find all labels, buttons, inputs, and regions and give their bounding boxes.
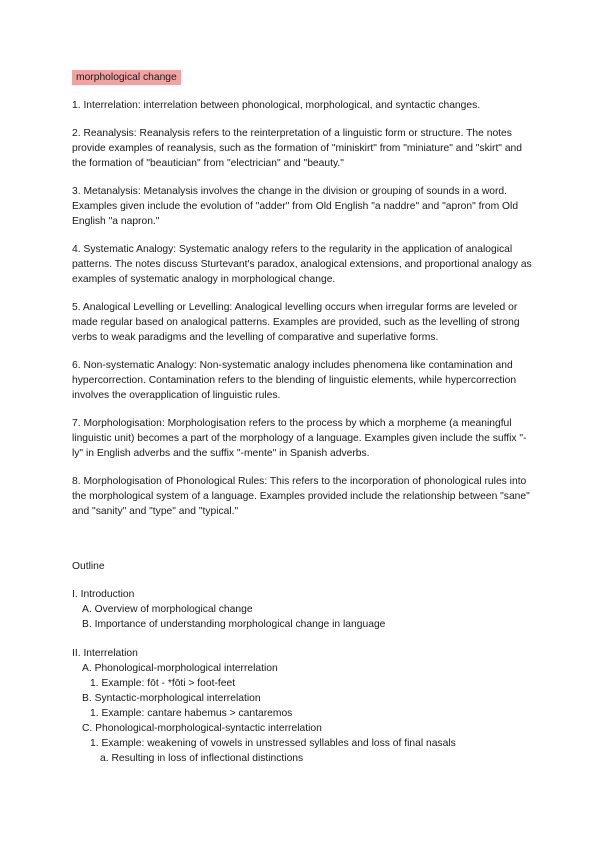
outline-item: B. Importance of understanding morphological change in language bbox=[82, 619, 386, 630]
outline-item: B. Syntactic-morphological interrelation bbox=[82, 693, 261, 704]
paragraph-interrelation: 1. Interrelation: interrelation between phonological, morphological, and syntactic changes. bbox=[72, 100, 481, 111]
outline-subsubitem: a. Resulting in loss of inflectional distinctions bbox=[100, 753, 304, 764]
outline-subitem: 1. Example: cantare habemus > cantaremos bbox=[90, 708, 293, 719]
outline-item: C. Phonological-morphological-syntactic interrelation bbox=[82, 723, 322, 734]
outline-item: A. Phonological-morphological interrelation bbox=[82, 663, 278, 674]
outline-subitem: 1. Example: weakening of vowels in unstressed syllables and loss of final nasals bbox=[90, 738, 456, 749]
outline-heading: I. Introduction bbox=[72, 589, 135, 600]
outline-subitem: 1. Example: fōt - *fōti > foot-feet bbox=[90, 678, 236, 689]
outline-section-introduction bbox=[72, 587, 532, 632]
outline-item: A. Overview of morphological change bbox=[82, 604, 253, 615]
document-page bbox=[72, 70, 532, 780]
paragraph-analogical-levelling: 5. Analogical Levelling or Levelling: Analogical levelling occurs when irregular forms are leveled or made regular based on analogical patterns. Examples are provided, such as the levelling of strong verbs to weak paradigms and the levelling of comparative and superlative forms. bbox=[72, 302, 520, 343]
topic-highlight: morphological change bbox=[72, 70, 181, 85]
paragraph-non-systematic-analogy: 6. Non-systematic Analogy: Non-systematic analogy includes phenomena like contamination and hypercorrection. Contamination refers to the blending of linguistic elements, while hypercorrection involves the overapplication of linguistic rules. bbox=[72, 360, 517, 401]
outline-heading: II. Interrelation bbox=[72, 648, 138, 659]
outline-section-interrelation bbox=[72, 646, 532, 766]
paragraph-morphologisation: 7. Morphologisation: Morphologisation refers to the process by which a morpheme (a meaningful linguistic unit) becomes a part of the morphology of a language. Examples given include the suffix "-ly" in English adverbs and the suffix "-mente" in Spanish adverbs. bbox=[72, 418, 527, 459]
paragraph-reanalysis: 2. Reanalysis: Reanalysis refers to the reinterpretation of a linguistic form or structure. The notes provide examples of reanalysis, such as the formation of "miniskirt" from "miniature" and "skirt" and the formation of "beautician" from "electrician" and "beauty." bbox=[72, 128, 523, 169]
paragraph-metanalysis: 3. Metanalysis: Metanalysis involves the change in the division or grouping of sounds in a word. Examples given include the evolution of "adder" from Old English "a naddre" and "apron" from Old English "a napron." bbox=[72, 186, 519, 227]
outline-title: Outline bbox=[72, 561, 105, 572]
paragraph-morphologisation-phonological-rules: 8. Morphologisation of Phonological Rules: This refers to the incorporation of phonological rules into the morphological system of a language. Examples provided include the relationship between "sane" and "sanity" and "type" and "typical." bbox=[72, 476, 530, 517]
paragraph-systematic-analogy: 4. Systematic Analogy: Systematic analogy refers to the regularity in the application of analogical patterns. The notes discuss Sturtevant's paradox, analogical extensions, and proportional analogy as examples of systematic analogy in morphological change. bbox=[72, 244, 532, 285]
